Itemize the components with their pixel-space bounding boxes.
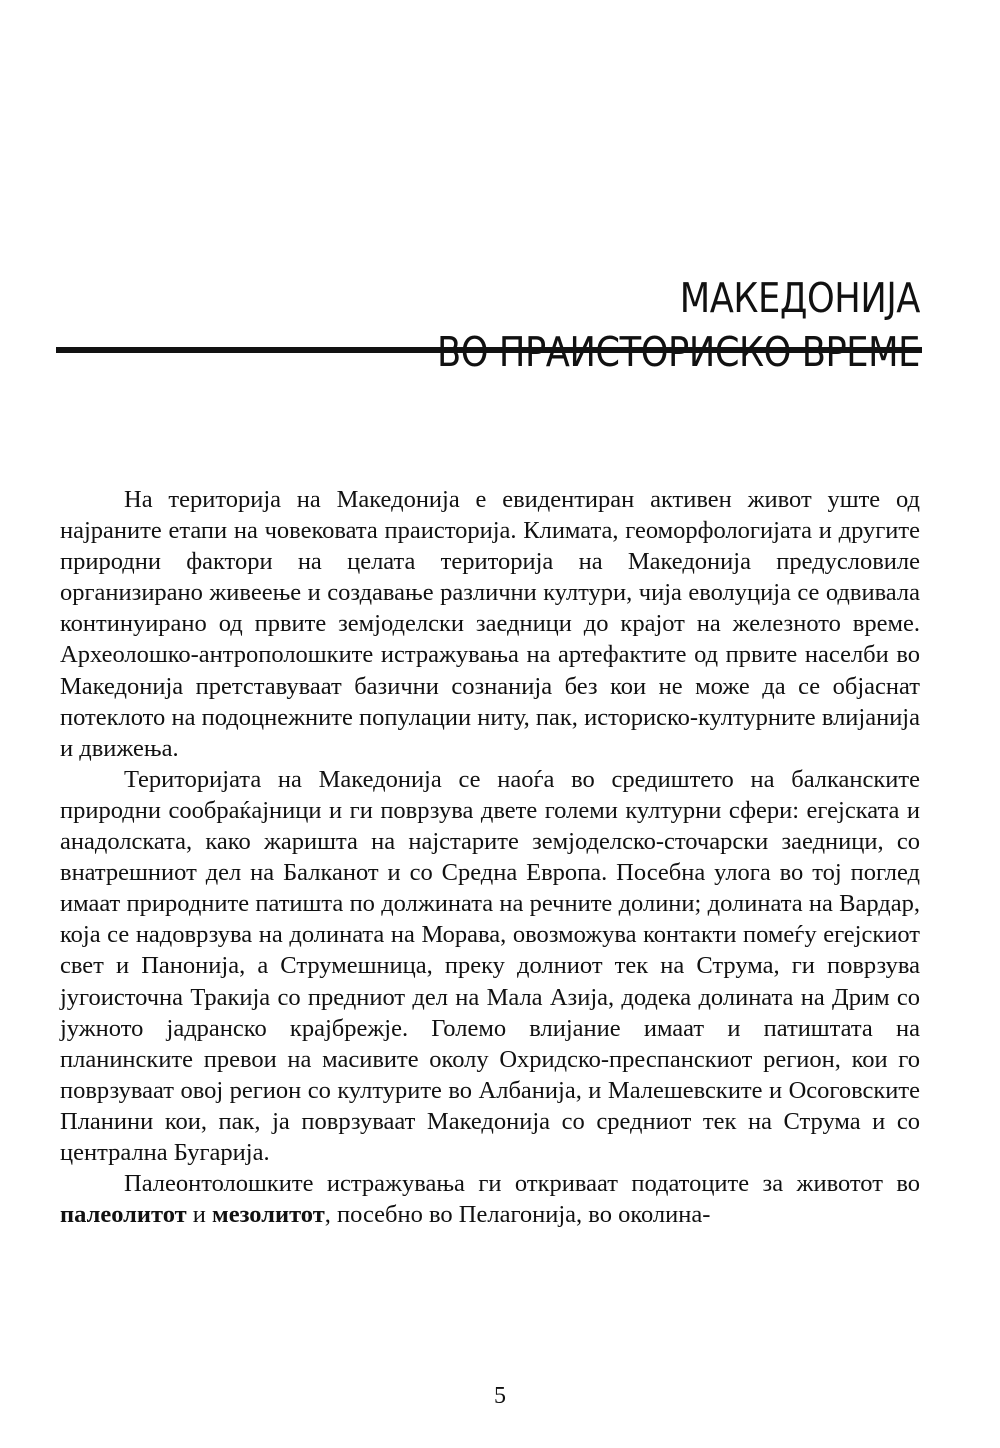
paragraph-3-text-middle: и	[186, 1201, 213, 1229]
term-mesolithic: мезолитот	[212, 1201, 325, 1229]
paragraph-1: На територија на Македонија е евидентиран активен живот уште од најраните етапи на човековата праисторија. Климата, геоморфологијата и другите природни фактори на целата територија на Македонија предусловиле организирано живеење и создавање различни култури, чија еволуција се одвивала континуирано од првите земјоделски заедници до крајот на железното време. Археолошко-антрополошките истражувања на артефактите од првите населби во Македонија претставуваат базични сознанија без кои не може да се објаснат потеклото на подоцнежните популации ниту, пак, историско-културните влијанија и движења.	[60, 486, 920, 762]
page-number: 5	[494, 1383, 506, 1409]
body-text	[60, 484, 920, 1230]
paragraph-2: Територијата на Македонија се наоѓа во средиштето на балканските природни сообраќајници и ги поврзува двете големи културни сфери: егејската и анадолската, како жаришта на најстарите земјоделско-сточарски заедници, со внатрешниот дел на Балканот и со Средна Европа. Посебна улога во тој поглед имаат природните патишта по должината на речните долини; долината на Вардар, која се надоврзува на долината на Морава, овозможува контакти помеѓу егејскиот свет и Панонија, а Струмешница, преку долниот тек на Струма, ги поврзува југоисточна Тракија со предниот дел на Мала Азија, додека долината на Дрим со јужното јадранско крајбрежје. Големо влијание имаат и патиштата на планинските превои на масивите околу Охридско-преспанскиот регион, кои го поврзуваат овој регион со културите во Албанија, и Малешевските и Осоговските Планини кои, пак, ја поврзуваат Македонија со средниот тек на Струма и со централна Бугарија.	[60, 765, 920, 1166]
paragraph-3-text-before: Палеонтолошките истражувања ги откриваат податоците за животот во	[124, 1170, 920, 1198]
title-underline-rule	[56, 347, 922, 353]
chapter-title	[318, 271, 920, 379]
term-paleolithic: палеолитот	[60, 1201, 187, 1229]
chapter-title-line-1: МАКЕДОНИЈА	[679, 274, 920, 323]
paragraph-3	[60, 1168, 920, 1230]
paragraph-3-text-after: , посебно во Пелагонија, во околина-	[324, 1201, 711, 1229]
